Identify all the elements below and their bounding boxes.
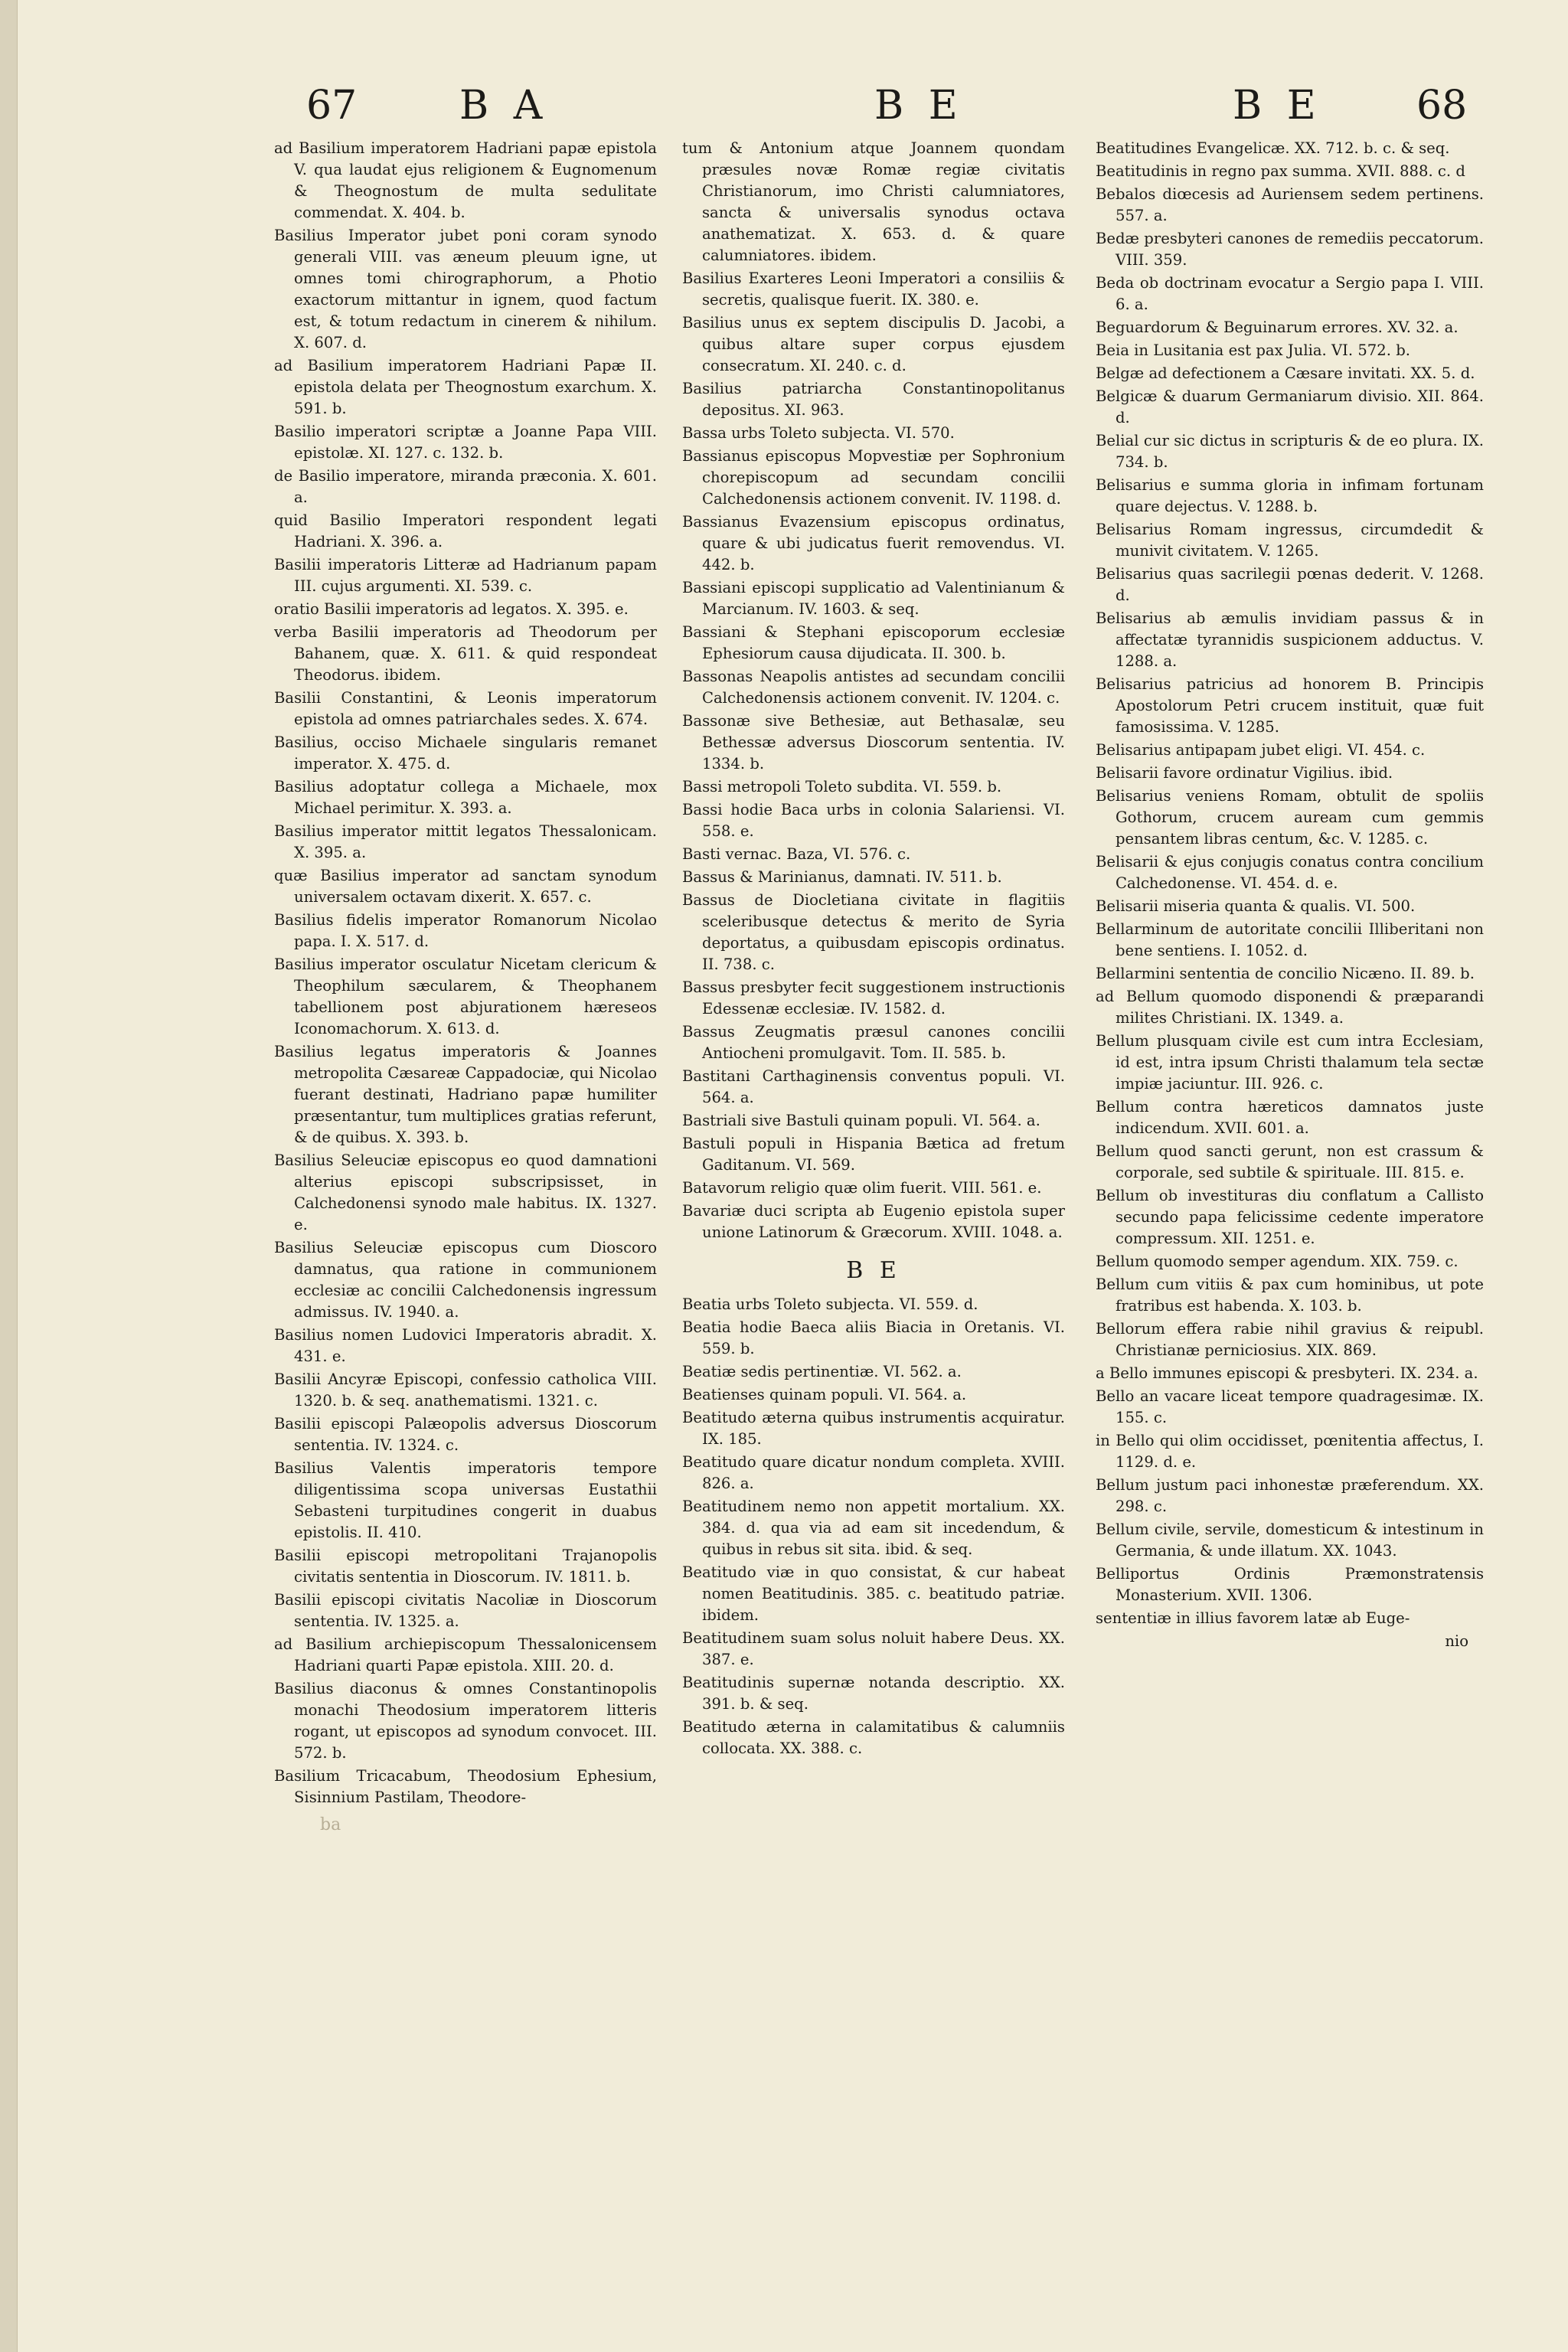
index-entry: Beatitudo æterna in calamitatibus & calumniis collocata. XX. 388. c. [682,1718,1065,1757]
index-entry: Belgicæ & duarum Germaniarum divisio. XII. 864. d. [1096,387,1484,426]
index-entry: Beatitudinem nemo non appetit mortalium. XX. 384. d. qua via ad eam sit incedendum, & quibus in rebus sit sita. ibid. & seq. [682,1498,1065,1558]
left-page-number: 67 [306,83,358,129]
index-entry: Bellarminum de autoritate concilii Illiberitani non bene sentiens. I. 1052. d. [1096,920,1484,959]
index-entry: Bellum quod sancti gerunt, non est crassum & corporale, sed subtile & spirituale. III. 815. e. [1096,1142,1484,1181]
index-entry: Basilii Ancyræ Episcopi, confessio catholica VIII. 1320. b. & seq. anathematismi. 1321. c. [274,1370,657,1410]
index-entry: Bassus Zeugmatis præsul canones concilii Antiocheni promulgavit. Tom. II. 585. b. [682,1023,1065,1062]
index-entry: Belisarius e summa gloria in infimam fortunam quare dejectus. V. 1288. b. [1096,476,1484,515]
index-entry: Bedæ presbyteri canones de remediis peccatorum. VIII. 359. [1096,230,1484,269]
index-entry: verba Basilii imperatoris ad Theodorum per Bahanem, quæ. X. 611. & quid respondeat Theodorus. ibidem. [274,623,657,684]
index-column-2 [682,138,1065,1761]
index-entry: Basilius imperator osculatur Nicetam clericum & Theophilum sæcularem, & Theophanem tabellionem post abjurationem hæreseos Iconomachorum. X. 613. d. [274,956,657,1037]
index-entry: Basilius adoptatur collega a Michaele, mox Michael perimitur. X. 393. a. [274,778,657,817]
index-entry: Bassus presbyter fecit suggestionem instructionis Edessenæ ecclesiæ. IV. 1582. d. [682,978,1065,1018]
index-entry: Beguardorum & Beguinarum errores. XV. 32. a. [1096,318,1459,336]
index-entry: Basilius Valentis imperatoris tempore diligentissima scopa universas Eustathii Sebasteni turpitudines congerit in duabus epistolis. II. 410. [274,1459,657,1541]
index-entry: Bellum ob investituras diu conflatum a Callisto secundo papa felicissime cedente imperatore compressum. XII. 1251. e. [1096,1187,1484,1247]
index-entry: Beia in Lusitania est pax Julia. VI. 572. b. [1096,341,1410,359]
index-entry: Belisarii favore ordinatur Vigilius. ibid. [1096,764,1393,782]
index-entry: Basilius Seleuciæ episcopus cum Dioscoro damnatus, qua ratione in communionem ecclesiæ ac concilii Calchedonensis ingressum admissus. IV. 1940. a. [274,1239,657,1321]
index-entry: Basti vernac. Baza, VI. 576. c. [682,845,911,863]
index-entry: Bassi hodie Baca urbs in colonia Salariensi. VI. 558. e. [682,801,1065,840]
index-entry: Bassus de Diocletiana civitate in flagitiis sceleribusque detectus & merito de Syria deportatus, a quibusdam episcopis ordinatus. II. 738. c. [682,891,1065,973]
index-entry: Basilius, occiso Michaele singularis remanet imperator. X. 475. d. [274,733,657,773]
index-entry: Beatitudo viæ in quo consistat, & cur habeat nomen Beatitudinis. 385. c. beatitudo patriæ. ibidem. [682,1563,1065,1624]
index-entry: Bellorum effera rabie nihil gravius & reipubl. Christianæ perniciosius. XIX. 869. [1096,1320,1484,1359]
page-gutter-edge [0,0,18,2352]
index-entry: Bastriali sive Bastuli quinam populi. VI. 564. a. [682,1112,1040,1129]
index-entry: Belisarius veniens Romam, obtulit de spoliis Gothorum, crucem auream cum gemmis pensantem libras centum, &c. V. 1285. c. [1096,787,1484,848]
index-entry: Bassianus episcopus Mopvestiæ per Sophronium chorepiscopum ad secundam concilii Calchedonensis actionem convenit. IV. 1198. d. [682,447,1065,508]
index-entry: oratio Basilii imperatoris ad legatos. X. 395. e. [274,600,629,618]
index-entry: Beatitudines Evangelicæ. XX. 712. b. c. & seq. [1096,139,1450,157]
index-columns [274,138,1484,2343]
index-entry: tum & Antonium atque Joannem quondam præsules novæ Romæ regiæ civitatis Christianorum, imo Christi calumniatores, sancta & universalis synodus octava anathematizat. X. 653. d. & quare calumniatores. ibidem. [682,139,1065,264]
index-entry: Belial cur sic dictus in scripturis & de eo plura. IX. 734. b. [1096,432,1484,471]
index-column-1 [274,138,657,1836]
index-entry: Beatienses quinam populi. VI. 564. a. [682,1386,967,1403]
index-entry: Basilii episcopi metropolitani Trajanopolis civitatis sententia in Dioscorum. IV. 1811. b. [274,1547,657,1586]
index-entry: Bello an vacare liceat tempore quadragesimæ. IX. 155. c. [1096,1387,1484,1426]
index-entry: Belisarius Romam ingressus, circumdedit & munivit civitatem. V. 1265. [1096,521,1484,560]
left-running-head: B A [459,83,549,129]
index-entry: Basilio imperatori scriptæ a Joanne Papa VIII. epistolæ. XI. 127. c. 132. b. [274,423,657,462]
section-heading: B E [846,1257,901,1284]
index-entry: quæ Basilius imperator ad sanctam synodum universalem octavam dixerit. X. 657. c. [274,867,657,906]
index-entry: Bellum justum paci inhonestæ præferendum. XX. 298. c. [1096,1476,1484,1515]
index-entry: Belgæ ad defectionem a Cæsare invitati. XX. 5. d. [1096,364,1475,382]
index-entry: Bassonas Neapolis antistes ad secundam concilii Calchedonensis actionem convenit. IV. 1204. c. [682,668,1065,707]
index-entry: Bassiani episcopi supplicatio ad Valentinianum & Marcianum. IV. 1603. & seq. [682,579,1065,618]
running-header [276,83,1568,136]
index-entry: Beatiæ sedis pertinentiæ. VI. 562. a. [682,1363,962,1380]
index-entry: Belisarius quas sacrilegii pœnas dederit. V. 1268. d. [1096,565,1484,604]
index-entry: Beatia urbs Toleto subjecta. VI. 559. d. [682,1295,978,1313]
index-column-3 [1096,138,1484,1652]
index-entry: Basilius diaconus & omnes Constantinopolis monachi Theodosium imperatorem litteris rogant, ut episcopos ad synodum convocet. III. 572. b. [274,1680,657,1762]
right-running-head: B E [1233,83,1322,129]
index-entry: Bebalos diœcesis ad Auriensem sedem pertinens. 557. a. [1096,185,1484,224]
index-entry: Bassus & Marinianus, damnati. IV. 511. b. [682,868,1002,886]
index-entry: Bellum civile, servile, domesticum & intestinum in Germania, & unde illatum. XX. 1043. [1096,1521,1484,1560]
index-entry: Bellum quomodo semper agendum. XIX. 759. c. [1096,1253,1459,1270]
index-entry: Belisarii & ejus conjugis conatus contra concilium Calchedonense. VI. 454. d. e. [1096,853,1484,892]
index-entry: sententiæ in illius favorem latæ ab Euge- [1096,1609,1410,1627]
index-entry: Bastitani Carthaginensis conventus populi. VI. 564. a. [682,1067,1065,1106]
index-entry: Beatitudinis in regno pax summa. XVII. 888. c. d [1096,162,1465,180]
index-entry: Batavorum religio quæ olim fuerit. VIII. 561. e. [682,1179,1042,1197]
index-entry: Beatitudo æterna quibus instrumentis acquiratur. IX. 185. [682,1409,1065,1448]
index-entry: Basilius fidelis imperator Romanorum Nicolao papa. I. X. 517. d. [274,911,657,950]
index-entry: Belisarius patricius ad honorem B. Principis Apostolorum Petri crucem instituit, quæ fuit famosissima. V. 1285. [1096,675,1484,736]
index-entry: Belisarius ab æmulis invidiam passus & in affectatæ tyrannidis suspicionem adductus. V. 1288. a. [1096,609,1484,670]
index-entry: Bassi metropoli Toleto subdita. VI. 559. b. [682,778,1002,795]
index-entry: Belisarius antipapam jubet eligi. VI. 454. c. [1096,741,1426,759]
index-entry: Bassiani & Stephani episcoporum ecclesiæ Ephesiorum causa dijudicata. II. 300. b. [682,623,1065,662]
index-entry: Beatia hodie Baeca aliis Biacia in Oretanis. VI. 559. b. [682,1318,1065,1357]
index-entry: Beatitudo quare dicatur nondum completa. XVIII. 826. a. [682,1453,1065,1492]
catchword: nio [1445,1632,1468,1650]
index-entry: Basilius Imperator jubet poni coram synodo generali VIII. vas æneum pleuum igne, ut omnes tomi chirographorum, a Photio exactorum mittantur in ignem, quod factum est, & totum redactum in cinerem & nihilum. X. 607. d. [274,227,657,351]
index-entry: Belisarii miseria quanta & qualis. VI. 500. [1096,897,1416,915]
index-entry: Bassa urbs Toleto subjecta. VI. 570. [682,424,955,442]
index-entry: Basilius unus ex septem discipulis D. Jacobi, a quibus altare super corpus ejusdem consecratum. XI. 240. c. d. [682,314,1065,374]
index-entry: in Bello qui olim occidisset, pœnitentia affectus, I. 1129. d. e. [1096,1432,1484,1471]
index-entry: Belliportus Ordinis Præmonstratensis Monasterium. XVII. 1306. [1096,1565,1484,1604]
index-entry: Beatitudinem suam solus noluit habere Deus. XX. 387. e. [682,1629,1065,1668]
index-entry: Basilius Seleuciæ episcopus eo quod damnationi alterius episcopi subscripsisset, in Calchedonensi synodo male habitus. IX. 1327. e. [274,1152,657,1233]
index-entry: Basilius patriarcha Constantinopolitanus depositus. XI. 963. [682,380,1065,419]
index-entry: a Bello immunes episcopi & presbyteri. IX. 234. a. [1096,1364,1478,1382]
index-entry: Bellum contra hæreticos damnatos juste indicendum. XVII. 601. a. [1096,1098,1484,1137]
index-entry: Bellum plusquam civile est cum intra Ecclesiam, id est, intra ipsum Christi thalamum tela sectæ impiæ jaciuntur. III. 926. c. [1096,1032,1484,1093]
index-entry: Basilii episcopi civitatis Nacoliæ in Dioscorum sententia. IV. 1325. a. [274,1591,657,1630]
index-entry: Bavariæ duci scripta ab Eugenio epistola super unione Latinorum & Græcorum. XVIII. 1048. a. [682,1202,1065,1241]
index-entry: quid Basilio Imperatori respondent legati Hadriani. X. 396. a. [274,511,657,550]
right-page-number: 68 [1416,83,1468,129]
index-entry: Bellarmini sententia de concilio Nicæno. II. 89. b. [1096,965,1475,982]
index-entry: Basilius imperator mittit legatos Thessalonicam. X. 395. a. [274,822,657,861]
center-running-head: B E [874,83,964,129]
index-entry: Basilius Exarteres Leoni Imperatori a consiliis & secretis, qualisque fuerit. IX. 380. e. [682,270,1065,309]
index-entry: Beatitudinis supernæ notanda descriptio. XX. 391. b. & seq. [682,1674,1065,1713]
index-entry: Bastuli populi in Hispania Bætica ad fretum Gaditanum. VI. 569. [682,1135,1065,1174]
index-entry: Bassonæ sive Bethesiæ, aut Bethasalæ, seu Bethessæ adversus Dioscorum sententia. IV. 1334. b. [682,712,1065,773]
index-entry: ad Basilium imperatorem Hadriani Papæ II. epistola delata per Theognostum exarchum. X. 591. b. [274,357,657,417]
index-entry: ad Basilium imperatorem Hadriani papæ epistola V. qua laudat ejus religionem & Eugnomenum & Theognostum de multa sedulitate commendat. X. 404. b. [274,139,657,221]
index-entry: Basilius legatus imperatoris & Joannes metropolita Cæsareæ Cappadociæ, qui Nicolao fuerant destinati, Hadriano papæ humiliter præsentantur, tum multiplices gratias referunt, & de quibus. X. 393. b. [274,1043,657,1146]
index-entry: Bellum cum vitiis & pax cum hominibus, ut pote fratribus est habenda. X. 103. b. [1096,1276,1484,1315]
index-entry: Basilii Constantini, & Leonis imperatorum epistola ad omnes patriarchales sedes. X. 674. [274,689,657,728]
index-entry: ad Basilium archiepiscopum Thessalonicensem Hadriani quarti Papæ epistola. XIII. 20. d. [274,1635,657,1674]
index-entry: de Basilio imperatore, miranda præconia. X. 601. a. [274,467,657,506]
faint-ink-mark: ba [320,1815,341,1834]
index-entry: Basilii imperatoris Litteræ ad Hadrianum papam III. cujus argumenti. XI. 539. c. [274,556,657,595]
index-entry: Basilius nomen Ludovici Imperatoris abradit. X. 431. e. [274,1326,657,1365]
index-entry: Basilium Tricacabum, Theodosium Ephesium, Sisinnium Pastilam, Theodore- [274,1767,657,1806]
index-entry: Bassianus Evazensium episcopus ordinatus, quare & ubi judicatus fuerit removendus. VI. 442. b. [682,513,1065,573]
index-entry: ad Bellum quomodo disponendi & præparandi milites Christiani. IX. 1349. a. [1096,988,1484,1027]
index-entry: Basilii episcopi Palæopolis adversus Dioscorum sententia. IV. 1324. c. [274,1415,657,1454]
index-entry: Beda ob doctrinam evocatur a Sergio papa I. VIII. 6. a. [1096,274,1484,313]
